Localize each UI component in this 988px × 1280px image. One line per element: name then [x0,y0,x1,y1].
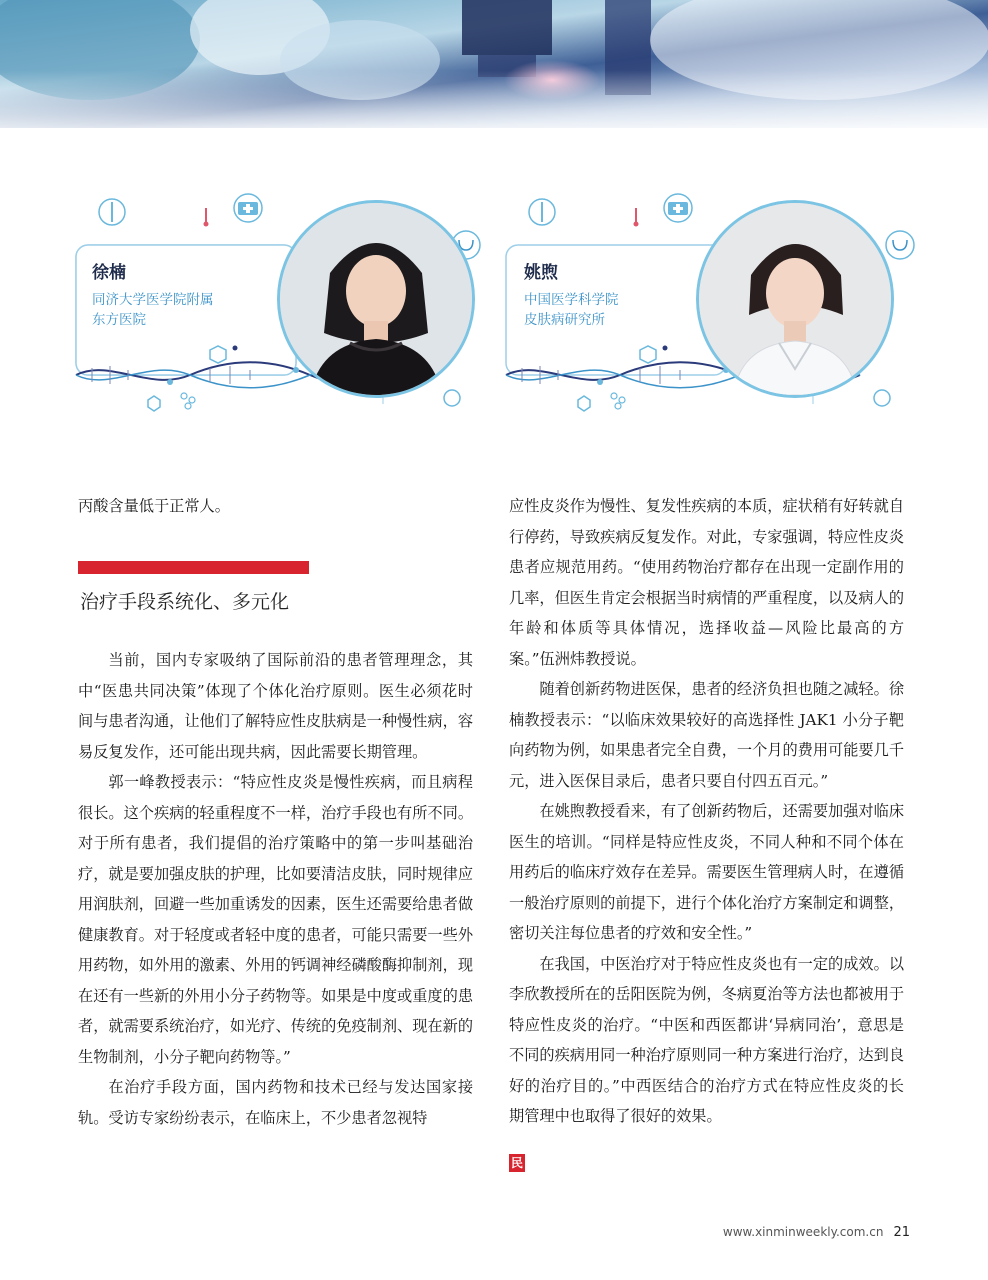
body-paragraph: 在我国，中医治疗对于特应性皮炎也有一定的成效。以李欣教授所在的岳阳医院为例，冬病夏治等方法也都被用于特应性皮炎的治疗。“中医和西医都讲‘异病同治’，意思是不同的疾病用同一种治疗原则同一种方案进行治疗，达到良好的治疗目的。”中西医结合的治疗方式在特应性皮炎的长期管理中也取得了很好的效果。 [509,954,904,1125]
expert-portrait-photo [696,200,894,398]
page-number: 21 [893,1225,910,1240]
medical-kit-icon [234,194,262,222]
expert-card-yao-xu [500,190,920,420]
stethoscope-icon [886,231,914,259]
body-paragraph: 随着创新药物进医保，患者的经济负担也随之减轻。徐楠教授表示：“以临床效果较好的高选择性 JAK1 小分子靶向药物为例，如果患者完全自费，一个月的费用可能要几千元，进入医保目录后，患者只要自付四五百元。” [509,680,904,790]
header-banner-image [0,0,988,128]
body-paragraph: 在治疗手段方面，国内药物和技术已经与发达国家接轨。受访专家纷纷表示，在临床上，不少患者忽视特 [78,1078,473,1127]
article-right-column [509,491,904,1132]
body-paragraph: 当前，国内专家吸纳了国际前沿的患者管理理念，其中“医患共同决策”体现了个体化治疗原则。医生必须花时间与患者沟通，让他们了解特应性皮肤病是一种慢性病，容易反复发作，还可能出现共病，因此需要长期管理。 [78,651,473,761]
expert-affiliation [524,290,619,330]
body-paragraph: 应性皮炎作为慢性、复发性疾病的本质，症状稍有好转就自行停药，导致疾病反复发作。对此，专家强调，特应性皮炎患者应规范用药。“使用药物治疗都存在出现一定副作用的几率，但医生肯定会根据当时病情的严重程度，以及病人的年龄和体质等具体情况，选择收益—风险比最高的方案。”伍洲炜教授说。 [509,497,904,668]
expert-card-xu-nan [70,190,490,420]
expert-portrait-photo [277,200,475,398]
expert-name: 姚煦 [524,263,558,283]
affiliation-line: 东方医院 [92,312,146,328]
body-paragraph: 郭一峰教授表示：“特应性皮炎是慢性疾病，而且病程很长。这个疾病的轻重程度不一样，治疗手段也有所不同。对于所有患者，我们提倡的治疗策略中的第一步叫基础治疗，就是要加强皮肤的护理，比如要清洁皮肤，同时规律应用润肤剂，回避一些加重诱发的因素，医生还需要给患者做健康教育。对于轻度或者轻中度的患者，可能只需要一些外用药物，如外用的激素、外用的钙调神经磷酸酶抑制剂，现在还有一些新的外用小分子药物等。如果是中度或重度的患者，就需要系统治疗，如光疗、传统的免疫制剂、现在新的生物制剂，小分子靶向药物等。” [78,773,473,1066]
body-paragraph: 丙酸含量低于正常人。 [78,497,230,515]
page-footer [723,1225,910,1240]
publication-end-mark-logo: 民 [510,1156,523,1170]
thermometer-icon [634,208,639,227]
thermometer-icon [204,208,209,227]
affiliation-line: 皮肤病研究所 [524,312,605,328]
expert-name: 徐楠 [92,263,126,283]
body-paragraph: 在姚煦教授看来，有了创新药物后，还需要加强对临床医生的培训。“同样是特应性皮炎，不同人种和不同个体在用药后的临床疗效存在差异。需要医生管理病人时，在遵循一般治疗原则的前提下，进行个体化治疗方案制定和调整，密切关注每位患者的疗效和安全性。” [509,802,904,942]
medical-kit-icon [664,194,692,222]
footer-url: www.xinminweekly.com.cn [722,1225,884,1239]
section-heading: 治疗手段系统化、多元化 [80,591,290,613]
section-accent-bar [78,561,309,574]
affiliation-line: 同济大学医学院附属 [92,292,214,308]
article-left-column-body [78,645,473,1133]
article-left-column [78,491,473,522]
affiliation-line: 中国医学科学院 [524,292,619,308]
test-tube-icon [529,199,555,225]
expert-affiliation [92,290,214,330]
test-tube-icon [99,199,125,225]
